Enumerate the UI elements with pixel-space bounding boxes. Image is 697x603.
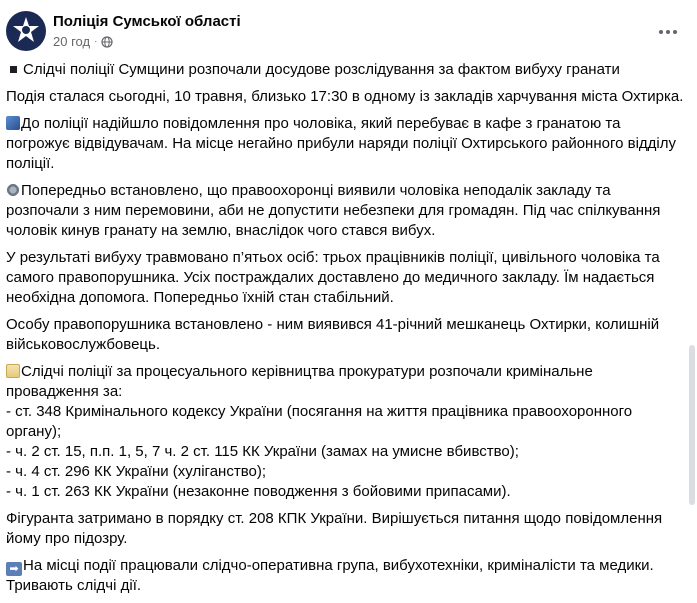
post-text-line — [6, 114, 676, 134]
post-text-line — [6, 60, 676, 80]
post-text: чоловік кинув гранату на землю, внаслідок чого стався вибух. — [6, 222, 436, 239]
post-text: військовослужбовець. — [6, 336, 160, 353]
post-text-line — [6, 576, 676, 596]
post-paragraph — [6, 509, 676, 549]
post-paragraph — [6, 315, 676, 355]
post-text: Попередньо встановлено, що правоохоронці виявили чоловіка неподалік закладу та — [21, 182, 611, 199]
post-header — [6, 11, 691, 53]
post-text: На місці події працювали слідчо-оперативна група, вибухотехніки, криміналісти та медики. — [23, 557, 654, 574]
post-text-line — [6, 134, 676, 154]
post-text: - ч. 4 ст. 296 КК України (хуліганство); — [6, 463, 266, 480]
post-paragraph — [6, 114, 676, 174]
post-text: поліції. — [6, 155, 55, 172]
globe-icon[interactable] — [101, 36, 113, 48]
post-text-line — [6, 382, 676, 402]
post-text-line — [6, 221, 676, 241]
post-paragraph — [6, 181, 676, 241]
post-text-line — [6, 181, 676, 201]
post-meta — [53, 34, 113, 49]
post-text-line — [6, 529, 676, 549]
post-text: необхідна допомога. Попередньо їхній стан стабільний. — [6, 289, 394, 306]
black-square-icon — [10, 66, 17, 73]
post-text: Слідчі поліції за процесуального керівництва прокуратури розпочали кримінальне — [21, 363, 593, 380]
post-text-line — [6, 462, 676, 482]
post-text: Фігуранта затримано в порядку ст. 208 КПК України. Вирішується питання щодо повідомлення — [6, 510, 663, 527]
post-paragraph — [6, 87, 684, 107]
post-paragraph — [6, 362, 676, 502]
post-text: йому про підозру. — [6, 530, 128, 547]
page-avatar[interactable] — [6, 11, 46, 51]
post-text: розпочали з ним перемовини, аби не допустити небезпеки для громадян. Під час спілкування — [6, 202, 661, 219]
post-body — [6, 60, 684, 603]
memo-icon — [6, 364, 20, 378]
post-text-line — [6, 154, 676, 174]
post-text: - ч. 2 ст. 15, п.п. 1, 5, 7 ч. 2 ст. 115 КК України (замах на умисне вбивство); — [6, 443, 519, 460]
post-paragraph — [6, 60, 676, 80]
post-text-line — [6, 268, 676, 288]
gear-icon — [6, 183, 20, 197]
post-text: провадження за: — [6, 383, 123, 400]
post-paragraph — [6, 556, 676, 596]
page-name-link[interactable]: Поліція Сумської області — [53, 13, 241, 30]
post-text-line — [6, 335, 676, 355]
post-paragraph — [6, 248, 676, 308]
post-text-line — [6, 362, 676, 382]
post-text: Особу правопорушника встановлено - ним виявився 41-річний мешканець Охтирки, колишній — [6, 316, 660, 333]
right-arrow-icon: ➡ — [6, 562, 22, 576]
post-text-line — [6, 248, 676, 268]
post-text-line — [6, 482, 676, 502]
post-text: У результаті вибуху травмовано п’ятьох осіб: трьох працівників поліції, цивільного чоловіка та — [6, 249, 660, 266]
post-text: - ст. 348 Кримінального кодексу України (посягання на життя працівника правоохоронного — [6, 403, 633, 420]
post-text-line — [6, 402, 676, 422]
more-horizontal-icon — [659, 30, 663, 34]
post-text-line — [6, 87, 684, 107]
post-text: органу); — [6, 423, 62, 440]
post-text: Слідчі поліції Сумщини розпочали досудове розслідування за фактом вибуху гранати — [23, 61, 620, 78]
post-timestamp[interactable]: 20 год — [53, 34, 91, 49]
scrollbar[interactable] — [689, 345, 695, 505]
police-badge-icon — [11, 16, 41, 46]
more-options-button[interactable] — [653, 17, 683, 47]
post-text: самого правопорушника. Усіх постраждалих доставлено до медичного закладу. Їм надається — [6, 269, 655, 286]
post-text: До поліції надійшло повідомлення про чоловіка, який перебуває в кафе з гранатою та — [21, 115, 621, 132]
post-text-line — [6, 288, 676, 308]
separator-dot: · — [94, 36, 98, 47]
post-text-line — [6, 201, 676, 221]
mobile-phone-icon — [6, 116, 20, 130]
post-text-line — [6, 315, 676, 335]
post-text: - ч. 1 ст. 263 КК України (незаконне поводження з бойовими припасами). — [6, 483, 511, 500]
post-text: Тривають слідчі дії. — [6, 577, 142, 594]
post-text-line — [6, 442, 676, 462]
post-text: Подія сталася сьогодні, 10 травня, близько 17:30 в одному із закладів харчування міста Охтирка. — [6, 88, 684, 105]
post-text-line — [6, 509, 676, 529]
post-text-line — [6, 422, 676, 442]
post-text-line — [6, 556, 676, 576]
post-text: погрожує відвідувачам. На місце негайно прибули наряди поліції Охтирського районного відділу — [6, 135, 676, 152]
